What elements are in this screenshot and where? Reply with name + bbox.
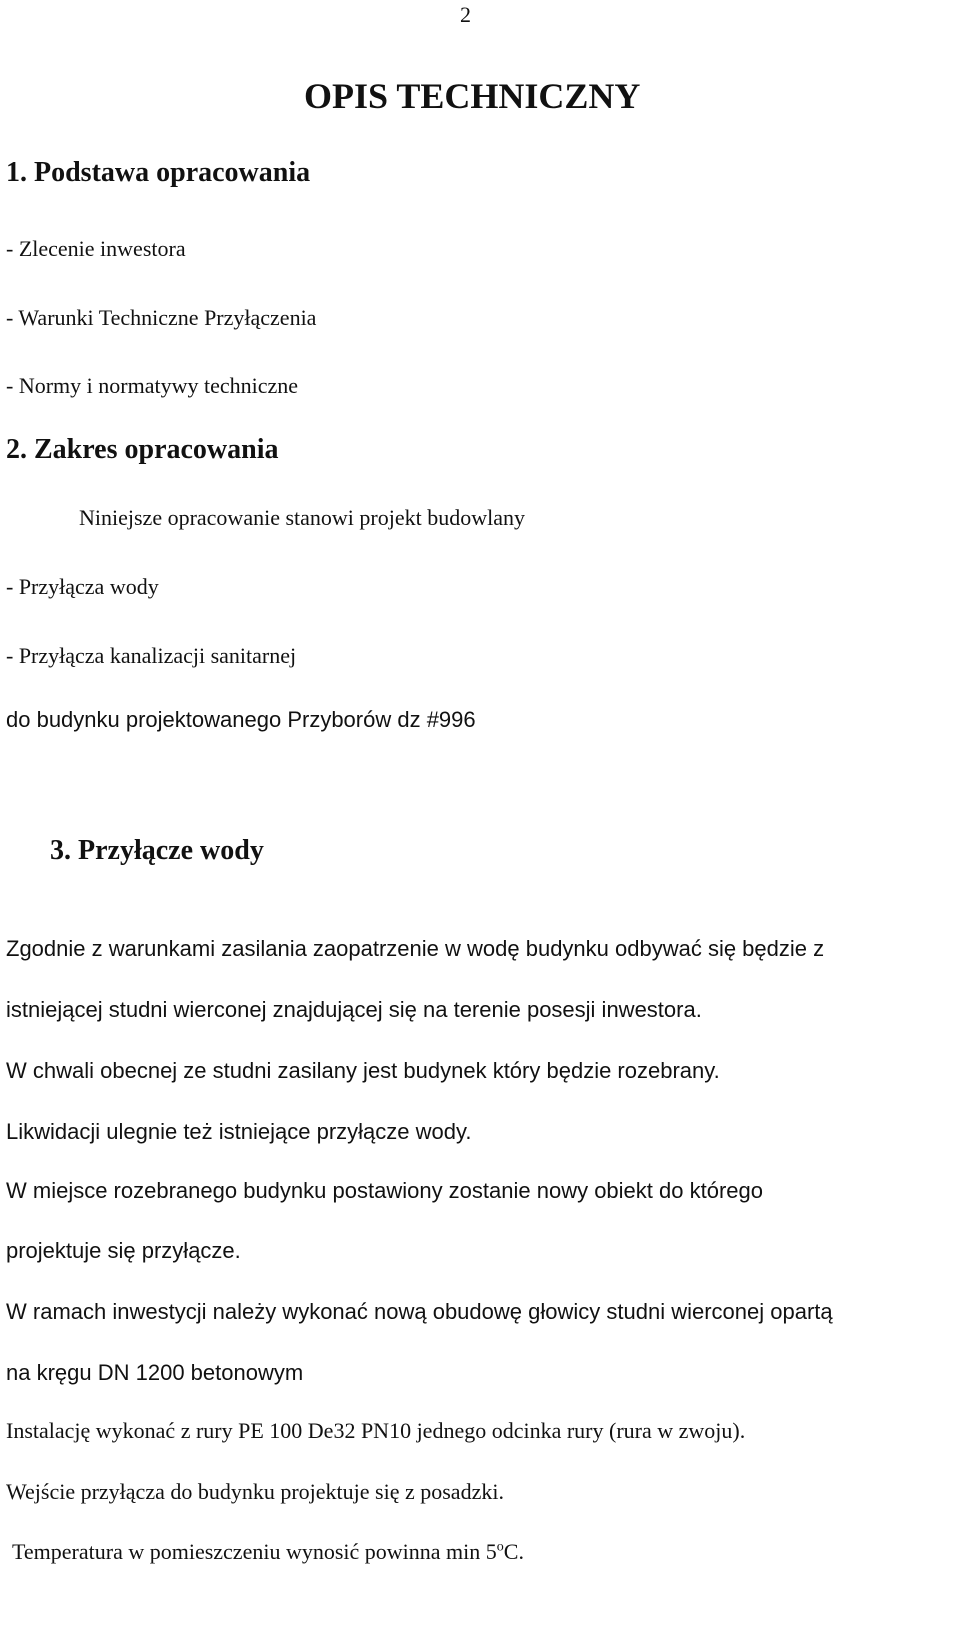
paragraph-line: W ramach inwestycji należy wykonać nową obudowę głowicy studni wierconej opartą bbox=[6, 1299, 833, 1324]
list-item: - Zlecenie inwestora bbox=[6, 236, 186, 261]
paragraph-line: W miejsce rozebranego budynku postawiony zostanie nowy obiekt do którego bbox=[6, 1178, 763, 1203]
temperature-line bbox=[12, 1541, 524, 1563]
degree-superscript: o bbox=[496, 1539, 504, 1555]
list-item: - Warunki Techniczne Przyłączenia bbox=[6, 305, 317, 330]
list-item: - Przyłącza wody bbox=[6, 574, 159, 599]
paragraph-line: W chwali obecnej ze studni zasilany jest budynek który będzie rozebrany. bbox=[6, 1058, 720, 1083]
temperature-text: Temperatura w pomieszczeniu wynosić powinna min 5 bbox=[12, 1539, 497, 1564]
list-item: - Normy i normatywy techniczne bbox=[6, 373, 299, 398]
document-title: OPIS TECHNICZNY bbox=[304, 76, 641, 116]
temperature-unit: C. bbox=[503, 1539, 524, 1564]
page-number: 2 bbox=[460, 2, 471, 27]
list-item: - Przyłącza kanalizacji sanitarnej bbox=[6, 643, 297, 668]
section-2-closing: do budynku projektowanego Przyborów dz #996 bbox=[6, 707, 476, 732]
section-2-intro: Niniejsze opracowanie stanowi projekt budowlany bbox=[79, 505, 525, 530]
section-2-heading: 2. Zakres opracowania bbox=[6, 434, 279, 465]
paragraph-line: Likwidacji ulegnie też istniejące przyłącze wody. bbox=[6, 1119, 472, 1144]
paragraph-line: Wejście przyłącza do budynku projektuje się z posadzki. bbox=[6, 1479, 504, 1504]
section-1-heading: 1. Podstawa opracowania bbox=[6, 157, 311, 188]
paragraph-line: na kręgu DN 1200 betonowym bbox=[6, 1360, 304, 1385]
section-3-heading: 3. Przyłącze wody bbox=[50, 835, 264, 866]
paragraph-line: Instalację wykonać z rury PE 100 De32 PN10 jednego odcinka rury (rura w zwoju). bbox=[6, 1418, 746, 1443]
paragraph-line: Zgodnie z warunkami zasilania zaopatrzenie w wodę budynku odbywać się będzie z bbox=[6, 936, 825, 961]
paragraph-line: istniejącej studni wierconej znajdującej się na terenie posesji inwestora. bbox=[6, 997, 702, 1022]
paragraph-line: projektuje się przyłącze. bbox=[6, 1238, 241, 1263]
